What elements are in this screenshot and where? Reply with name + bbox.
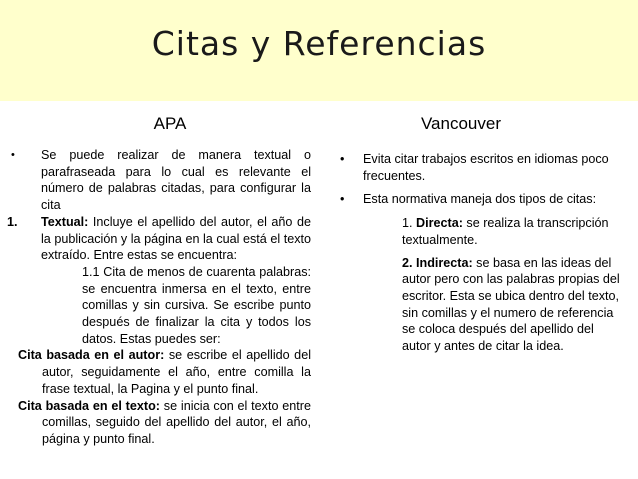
vancouver-directa-item xyxy=(338,215,620,248)
vancouver-directa-number: 1. xyxy=(402,216,417,231)
vancouver-directa-text: se realiza la transcripción textualmente. xyxy=(402,216,609,247)
slide-title: Citas y Referencias xyxy=(151,24,487,63)
title-band xyxy=(0,0,638,101)
vancouver-directa-label: Directa: xyxy=(416,216,463,231)
vancouver-bullet-text: Esta normativa maneja dos tipos de citas: xyxy=(363,192,597,207)
vancouver-bullet-item xyxy=(338,151,620,184)
apa-bullet-text: Se puede realizar de manera textual o parafraseada para lo cual es relevante el número de palabras citadas, para configurar la cita xyxy=(41,148,311,213)
vancouver-heading: Vancouver xyxy=(420,114,501,133)
apa-heading: APA xyxy=(153,114,187,133)
bullet-icon: • xyxy=(340,152,345,166)
apa-textual-text: Incluye el apellido del autor, el año de la publicación y la página en la cual está el texto extraído. Entre estas se encuentra: xyxy=(41,214,311,263)
apa-textual-label: Textual: xyxy=(41,214,89,229)
apa-column xyxy=(6,147,311,448)
vancouver-bullet-item xyxy=(338,191,620,208)
apa-item-number: 1. xyxy=(7,214,18,229)
apa-autor-text: se escribe el apellido del autor, seguidamente el año, entre comilla la frase textual, la Pagina y el punto final. xyxy=(42,348,311,396)
apa-autor-item xyxy=(6,347,311,397)
bullet-icon: • xyxy=(11,149,15,161)
vancouver-column xyxy=(338,151,620,361)
apa-texto-label: Cita basada en el texto: xyxy=(18,398,160,413)
vancouver-indirecta-label: 2. Indirecta: xyxy=(402,255,473,270)
bullet-icon: • xyxy=(340,192,345,207)
vancouver-indirecta-text: se basa en las ideas del autor pero con las palabras propias del escritor. Esta se ubica dentro del texto, sin comillas y el numero de referencia se coloca después del apellido del autor y antes de citar la idea. xyxy=(402,255,620,354)
apa-textual-item xyxy=(6,214,311,264)
apa-subitem: 1.1 Cita de menos de cuarenta palabras: se encuentra inmersa en el texto, entre comillas y sin cursiva. Se escribe punto después de finalizar la cita y todos los datos. Estas puedes ser: xyxy=(82,264,311,346)
apa-texto-text: se inicia con el texto entre comillas, seguido del apellido del autor, el año, página y punto final. xyxy=(42,398,312,446)
vancouver-indirecta-item xyxy=(338,255,620,355)
vancouver-bullet-text: Evita citar trabajos escritos en idiomas poco frecuentes. xyxy=(363,152,609,183)
apa-autor-label: Cita basada en el autor: xyxy=(18,348,165,363)
apa-texto-item xyxy=(6,398,311,448)
apa-bullet-item xyxy=(6,147,311,214)
